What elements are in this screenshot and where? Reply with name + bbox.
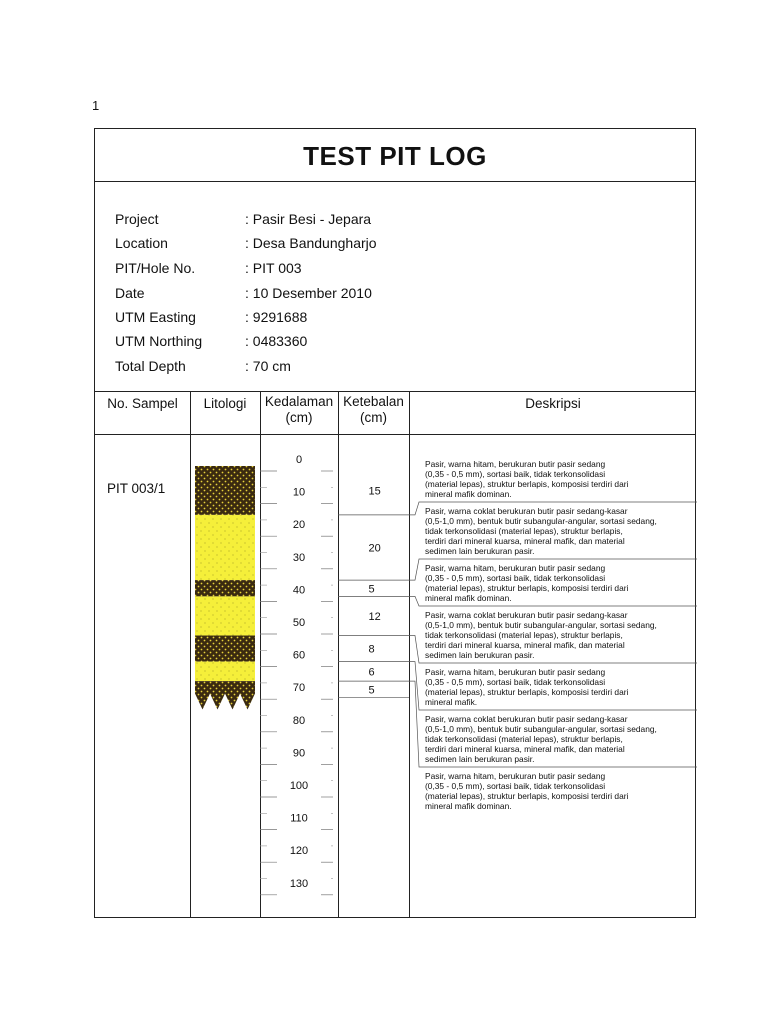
lithology-layer — [195, 466, 255, 515]
header-depth: Kedalaman (cm) — [264, 394, 334, 425]
depth-tick-label: 100 — [289, 780, 309, 792]
info-label: UTM Northing — [115, 333, 203, 349]
depth-tick-label: 40 — [292, 584, 306, 597]
header-thickness: Ketebalan (cm) — [343, 394, 404, 425]
depth-tick-label: 10 — [292, 486, 306, 499]
sample-id: PIT 003/1 — [107, 481, 166, 496]
header-sample: No. Sampel — [107, 396, 178, 411]
test-pit-log-frame — [94, 128, 696, 918]
depth-tick-label: 130 — [289, 877, 309, 890]
info-value: : 0483360 — [245, 333, 308, 349]
lithology-layer — [195, 596, 255, 635]
info-value: : Pasir Besi - Jepara — [245, 211, 372, 227]
lithology-layer — [195, 515, 255, 580]
depth-tick-label: 30 — [292, 551, 306, 564]
layer-thickness-label: 5 — [368, 583, 375, 596]
header-lithology: Litologi — [203, 396, 247, 411]
depth-tick-label: 20 — [292, 519, 306, 532]
layer-description: Pasir, warna coklat berukuran butir pasir sedang-kasar (0,5-1,0 mm), bentuk butir subangular-angular, sortasi sedang, tidak terkonsolidasi (material lepas), struktur berlapis, terdiri dari mineral kuarsa, mineral mafik, dan material sedimen lain berukuran pasir. — [425, 610, 657, 660]
layer-description: Pasir, warna coklat berukuran butir pasir sedang-kasar (0,5-1,0 mm), bentuk butir subangular-angular, sortasi sedang, tidak terkonsolidasi (material lepas), struktur berlapis, terdiri dari mineral kuarsa, mineral mafik, dan material sedimen lain berukuran pasir. — [425, 506, 657, 556]
info-label: UTM Easting — [115, 309, 196, 325]
info-label: Total Depth — [115, 358, 186, 374]
lithology-layer — [195, 580, 255, 596]
info-value: : Desa Bandungharjo — [245, 235, 377, 251]
lithology-layer — [195, 662, 255, 682]
layer-description: Pasir, warna hitam, berukuran butir pasir sedang (0,35 - 0,5 mm), sortasi baik, tidak terkonsolidasi (material lepas), struktur berlapis, komposisi terdiri dari mineral mafik dominan. — [425, 771, 629, 811]
info-label: PIT/Hole No. — [115, 260, 196, 276]
layer-description: Pasir, warna hitam, berukuran butir pasir sedang (0,35 - 0,5 mm), sortasi baik, tidak terkonsolidasi (material lepas), struktur berlapis, komposisi terdiri dari mineral mafik dominan. — [425, 459, 629, 499]
layer-description: Pasir, warna coklat berukuran butir pasir sedang-kasar (0,5-1,0 mm), bentuk butir subangular-angular, sortasi sedang, tidak terkonsolidasi (material lepas), struktur berlapis, terdiri dari mineral kuarsa, mineral mafik, dan material sedimen lain berukuran pasir. — [425, 714, 657, 764]
depth-tick-label: 60 — [292, 649, 306, 662]
depth-tick-label: 110 — [290, 812, 308, 825]
layer-thickness-label: 12 — [368, 610, 381, 623]
page-title: TEST PIT LOG — [95, 129, 695, 182]
info-value: : PIT 003 — [245, 260, 302, 276]
info-label: Location — [115, 235, 168, 251]
layer-thickness-label: 5 — [368, 684, 375, 697]
lithology-layer — [195, 636, 255, 662]
info-value: : 9291688 — [245, 309, 308, 325]
info-label: Date — [115, 285, 145, 301]
header-description: Deskripsi — [525, 396, 581, 411]
lithology-layer — [195, 681, 255, 709]
depth-tick-label: 0 — [295, 454, 303, 466]
layer-thickness-label: 6 — [368, 666, 375, 679]
layer-description: Pasir, warna hitam, berukuran butir pasir sedang (0,35 - 0,5 mm), sortasi baik, tidak terkonsolidasi (material lepas), struktur berlapis, komposisi terdiri dari mineral mafik. — [425, 667, 629, 707]
info-value: : 10 Desember 2010 — [245, 285, 372, 301]
layer-description: Pasir, warna hitam, berukuran butir pasir sedang (0,35 - 0,5 mm), sortasi baik, tidak terkonsolidasi (material lepas), struktur berlapis, komposisi terdiri dari mineral mafik dominan. — [425, 563, 629, 603]
info-value: : 70 cm — [245, 358, 291, 374]
layer-thickness-label: 15 — [368, 485, 381, 498]
page-number: 1 — [92, 98, 100, 113]
depth-tick-label: 50 — [292, 617, 306, 629]
layer-thickness-label: 8 — [368, 643, 375, 656]
layer-thickness-label: 20 — [368, 542, 381, 555]
depth-tick-label: 70 — [292, 682, 306, 695]
info-label: Project — [115, 211, 159, 227]
depth-tick-label: 80 — [292, 714, 306, 727]
depth-tick-label: 120 — [289, 845, 309, 858]
depth-tick-label: 90 — [292, 747, 306, 760]
